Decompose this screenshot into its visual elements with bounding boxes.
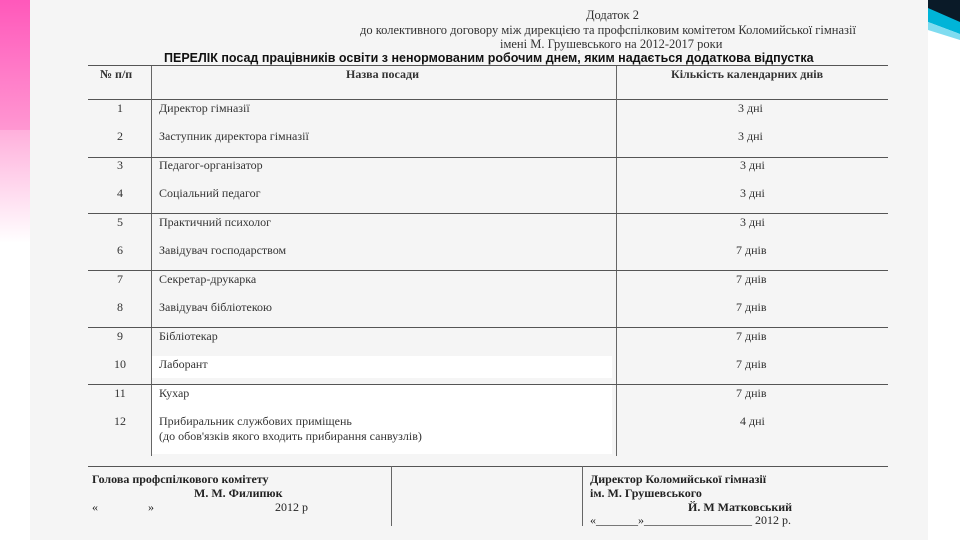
sig-left-title: Голова профспілкового комітету [92,472,269,486]
right-decorative-accent [928,0,960,540]
row-3-number: 3 [117,158,123,172]
row-2-number: 2 [117,129,123,143]
sig-right-title: Директор Коломийської гімназії [590,472,767,486]
row-8-days: 7 днів [736,300,767,314]
row-6-number: 6 [117,243,123,257]
table-header-border [88,99,888,100]
row-10-position: Лаборант [159,357,208,371]
row-2-position: Заступник директора гімназії [159,129,309,143]
row-8-position: Завідувач бібліотекою [159,300,272,314]
row-4-position: Соціальний педагог [159,186,261,200]
header-years: імені М. Грушевського на 2012-2017 роки [500,37,723,51]
left-decorative-stripe [0,0,30,540]
row-12-position-note: (до обов'язків якого входить прибирання санвузлів) [159,429,422,443]
highlight-row-10 [152,356,612,378]
sig-right-date: «_______»__________________ 2012 р. [590,513,791,527]
row-group-border-2 [88,213,888,214]
row-11-position: Кухар [159,386,190,400]
row-10-days: 7 днів [736,357,767,371]
row-1-days: 3 дні [738,101,763,115]
row-12-number: 12 [114,414,126,428]
document-title: ПЕРЕЛІК посад працівників освіти з ненормованим робочим днем, яким надається додаткова відпустка [164,51,814,65]
row-5-number: 5 [117,215,123,229]
row-1-number: 1 [117,101,123,115]
col-header-days: Кількість календарних днів [671,67,824,81]
document-page [30,0,928,540]
signature-divider-1 [391,466,392,526]
row-7-number: 7 [117,272,123,286]
row-6-position: Завідувач господарством [159,243,287,257]
col-divider-2 [616,66,617,456]
header-agreement: до колективного договору між дирекцією та профспілковим комітетом Коломийської гімназії [360,23,856,37]
row-10-number: 10 [114,357,126,371]
row-9-position: Бібліотекар [159,329,218,343]
row-1-position: Директор гімназії [159,101,250,115]
row-group-border-5 [88,384,888,385]
sig-left-date-close: » [148,500,154,514]
row-8-number: 8 [117,300,123,314]
row-3-position: Педагог-організатор [159,158,263,172]
row-7-days: 7 днів [736,272,767,286]
row-2-days: 3 дні [738,129,763,143]
row-6-days: 7 днів [736,243,767,257]
row-5-days: 3 дні [740,215,765,229]
sig-left-date-open: « [92,500,98,514]
row-11-days: 7 днів [736,386,767,400]
sig-right-name: Й. М Матковський [688,500,793,514]
sig-left-name: М. М. Филипюк [194,486,283,500]
table-top-border [88,65,888,66]
row-group-border-4 [88,327,888,328]
row-12-days: 4 дні [740,414,765,428]
sig-left-year: 2012 р [275,500,308,514]
row-12-position: Прибиральник службових приміщень [159,414,352,428]
signature-divider-2 [582,466,583,526]
row-9-days: 7 днів [736,329,767,343]
row-7-position: Секретар-друкарка [159,272,257,286]
row-4-number: 4 [117,186,123,200]
col-header-position: Назва посади [346,67,420,81]
row-5-position: Практичний психолог [159,215,272,229]
row-11-number: 11 [114,386,126,400]
row-9-number: 9 [117,329,123,343]
signature-top-border [88,466,888,467]
header-appendix: Додаток 2 [586,8,639,22]
row-4-days: 3 дні [740,186,765,200]
col-header-number: № п/п [100,67,133,81]
row-group-border-3 [88,270,888,271]
row-3-days: 3 дні [740,158,765,172]
sig-right-school: ім. М. Грушевського [590,486,702,500]
